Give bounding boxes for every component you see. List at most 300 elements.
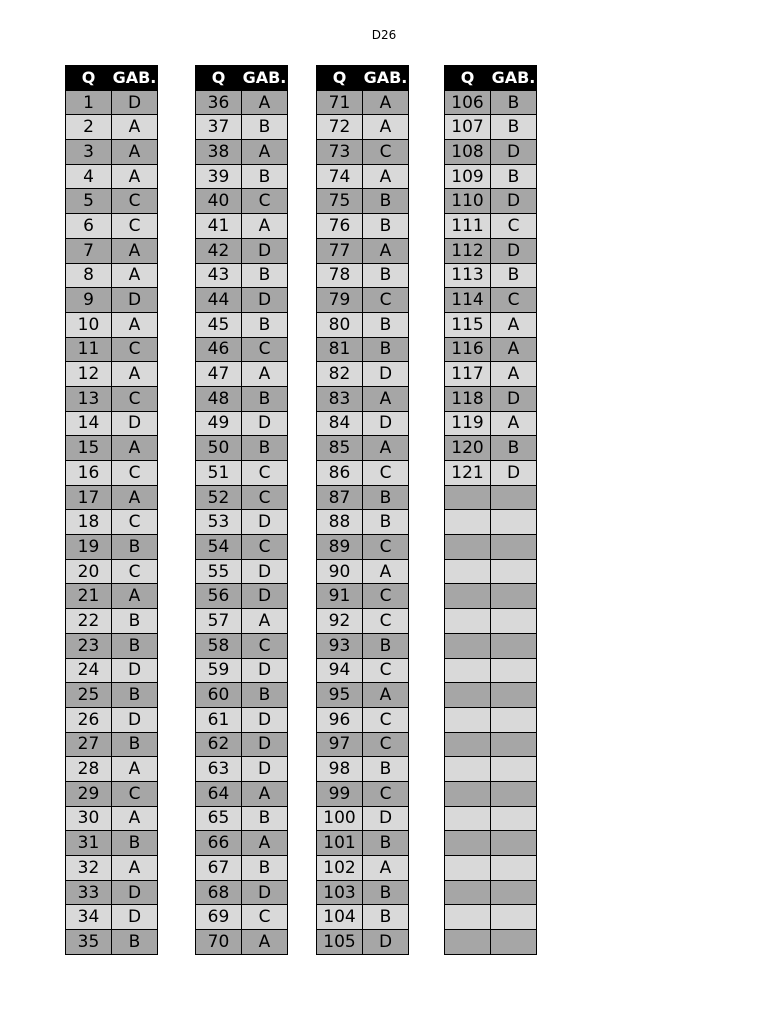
answer-cell: A [112, 312, 158, 337]
answer-cell: A [363, 90, 409, 115]
question-number-cell: 77 [317, 238, 363, 263]
empty-table-row [445, 856, 537, 881]
table-row [317, 609, 409, 634]
question-number-cell [445, 757, 491, 782]
answer-cell: C [363, 609, 409, 634]
question-number-cell: 69 [196, 905, 242, 930]
answer-cell: C [112, 189, 158, 214]
table-row [196, 263, 288, 288]
question-number-cell: 56 [196, 584, 242, 609]
answer-cell: A [112, 263, 158, 288]
answer-cell: D [112, 880, 158, 905]
table-row [317, 436, 409, 461]
table-row [445, 238, 537, 263]
question-number-cell [445, 856, 491, 881]
table-row [317, 831, 409, 856]
question-number-cell: 70 [196, 930, 242, 955]
answer-cell: A [491, 312, 537, 337]
question-number-cell: 61 [196, 707, 242, 732]
table-row [196, 683, 288, 708]
question-number-cell: 71 [317, 90, 363, 115]
table-row [317, 905, 409, 930]
answer-cell: C [363, 658, 409, 683]
answer-cell: C [242, 485, 288, 510]
table-row [317, 535, 409, 560]
answer-key-body [445, 90, 537, 954]
table-row [66, 263, 158, 288]
answer-cell [491, 658, 537, 683]
table-row [196, 880, 288, 905]
answer-cell: D [242, 707, 288, 732]
question-number-cell: 12 [66, 362, 112, 387]
question-number-cell: 24 [66, 658, 112, 683]
question-number-cell: 85 [317, 436, 363, 461]
question-number-cell: 22 [66, 609, 112, 634]
question-number-cell: 79 [317, 288, 363, 313]
question-number-cell: 40 [196, 189, 242, 214]
answer-cell: C [112, 386, 158, 411]
table-row [317, 781, 409, 806]
table-row [66, 485, 158, 510]
answer-cell: A [491, 362, 537, 387]
answer-cell: B [363, 312, 409, 337]
question-number-cell: 9 [66, 288, 112, 313]
empty-table-row [445, 732, 537, 757]
answer-cell: A [242, 831, 288, 856]
table-row [196, 781, 288, 806]
table-row [66, 609, 158, 634]
table-row [445, 115, 537, 140]
question-number-cell: 47 [196, 362, 242, 387]
question-number-cell [445, 535, 491, 560]
question-number-cell: 92 [317, 609, 363, 634]
table-row [445, 362, 537, 387]
answer-cell: C [112, 461, 158, 486]
table-row [66, 386, 158, 411]
answer-column-header: GAB. [112, 66, 158, 91]
question-number-cell: 110 [445, 189, 491, 214]
table-row [196, 436, 288, 461]
answer-cell: C [112, 781, 158, 806]
answer-cell: B [112, 535, 158, 560]
table-row [317, 164, 409, 189]
answer-cell: C [112, 337, 158, 362]
question-number-cell: 103 [317, 880, 363, 905]
question-number-cell: 98 [317, 757, 363, 782]
answer-cell: C [112, 510, 158, 535]
table-row [445, 312, 537, 337]
answer-cell: A [112, 436, 158, 461]
answer-cell [491, 510, 537, 535]
question-number-cell: 36 [196, 90, 242, 115]
question-number-cell: 80 [317, 312, 363, 337]
empty-table-row [445, 757, 537, 782]
table-row [317, 658, 409, 683]
table-row [317, 806, 409, 831]
table-row [66, 461, 158, 486]
table-header-row [196, 66, 288, 91]
answer-column-header: GAB. [363, 66, 409, 91]
question-number-cell: 50 [196, 436, 242, 461]
question-column-header: Q [317, 66, 363, 91]
question-column-header: Q [196, 66, 242, 91]
table-row [196, 707, 288, 732]
question-number-cell: 39 [196, 164, 242, 189]
question-number-cell: 73 [317, 140, 363, 165]
table-row [66, 757, 158, 782]
question-number-cell: 65 [196, 806, 242, 831]
answer-cell: D [112, 90, 158, 115]
answer-cell: C [363, 140, 409, 165]
question-number-cell: 114 [445, 288, 491, 313]
question-number-cell: 89 [317, 535, 363, 560]
question-number-cell: 52 [196, 485, 242, 510]
answer-cell: B [363, 905, 409, 930]
question-number-cell [445, 559, 491, 584]
answer-cell: B [491, 263, 537, 288]
table-row [66, 831, 158, 856]
table-header-row [66, 66, 158, 91]
table-row [196, 930, 288, 955]
answer-cell: A [112, 140, 158, 165]
question-number-cell: 29 [66, 781, 112, 806]
question-number-cell: 59 [196, 658, 242, 683]
question-number-cell: 82 [317, 362, 363, 387]
table-row [196, 905, 288, 930]
answer-cell: C [363, 732, 409, 757]
question-number-cell: 48 [196, 386, 242, 411]
table-row [196, 584, 288, 609]
table-row [317, 485, 409, 510]
answer-cell: A [112, 757, 158, 782]
table-row [196, 115, 288, 140]
question-number-cell: 3 [66, 140, 112, 165]
answer-cell: C [363, 584, 409, 609]
question-number-cell: 96 [317, 707, 363, 732]
answer-cell [491, 905, 537, 930]
answer-cell: C [242, 189, 288, 214]
answer-cell: D [112, 411, 158, 436]
answer-cell: A [112, 164, 158, 189]
question-number-cell: 44 [196, 288, 242, 313]
question-number-cell: 14 [66, 411, 112, 436]
answer-key-table-2 [195, 65, 288, 955]
answer-cell: C [363, 461, 409, 486]
answer-cell: B [112, 732, 158, 757]
question-number-cell: 35 [66, 930, 112, 955]
answer-cell: D [242, 411, 288, 436]
table-row [317, 411, 409, 436]
answer-key-body [196, 90, 288, 954]
question-number-cell: 88 [317, 510, 363, 535]
answer-cell: D [363, 362, 409, 387]
question-number-cell: 26 [66, 707, 112, 732]
table-row [196, 732, 288, 757]
table-row [317, 214, 409, 239]
question-number-cell: 57 [196, 609, 242, 634]
question-number-cell: 17 [66, 485, 112, 510]
answer-cell: D [112, 288, 158, 313]
answer-cell: C [112, 214, 158, 239]
table-row [317, 707, 409, 732]
question-number-cell: 32 [66, 856, 112, 881]
answer-cell: B [112, 831, 158, 856]
question-number-cell: 2 [66, 115, 112, 140]
answer-cell: B [242, 436, 288, 461]
answer-cell: B [242, 683, 288, 708]
answer-cell: D [363, 930, 409, 955]
answer-cell: B [363, 880, 409, 905]
question-number-cell: 45 [196, 312, 242, 337]
answer-cell: B [491, 115, 537, 140]
question-number-cell: 95 [317, 683, 363, 708]
table-row [196, 140, 288, 165]
table-row [66, 732, 158, 757]
question-number-cell: 30 [66, 806, 112, 831]
empty-table-row [445, 633, 537, 658]
empty-table-row [445, 905, 537, 930]
table-row [196, 806, 288, 831]
table-row [445, 436, 537, 461]
table-row [196, 362, 288, 387]
answer-cell: A [242, 214, 288, 239]
question-number-cell: 87 [317, 485, 363, 510]
question-number-cell [445, 806, 491, 831]
question-number-cell: 1 [66, 90, 112, 115]
question-number-cell: 99 [317, 781, 363, 806]
answer-cell: B [363, 337, 409, 362]
empty-table-row [445, 880, 537, 905]
table-row [66, 905, 158, 930]
table-row [317, 584, 409, 609]
question-number-cell [445, 584, 491, 609]
table-row [196, 658, 288, 683]
table-row [196, 164, 288, 189]
answer-cell: A [491, 411, 537, 436]
table-row [445, 189, 537, 214]
table-row [317, 633, 409, 658]
answer-key-table-4 [444, 65, 537, 955]
question-number-cell [445, 930, 491, 955]
question-number-cell: 91 [317, 584, 363, 609]
question-number-cell: 6 [66, 214, 112, 239]
table-row [317, 732, 409, 757]
question-number-cell: 109 [445, 164, 491, 189]
table-row [66, 930, 158, 955]
empty-table-row [445, 831, 537, 856]
question-number-cell: 43 [196, 263, 242, 288]
answer-cell: A [112, 856, 158, 881]
answer-cell: B [112, 930, 158, 955]
answer-key-body [317, 90, 409, 954]
question-number-cell: 111 [445, 214, 491, 239]
answer-cell [491, 930, 537, 955]
table-row [445, 386, 537, 411]
table-row [317, 559, 409, 584]
table-row [196, 831, 288, 856]
answer-cell: D [112, 658, 158, 683]
table-row [196, 411, 288, 436]
answer-cell: B [363, 831, 409, 856]
question-number-cell [445, 707, 491, 732]
answer-key-table-3 [316, 65, 409, 955]
table-row [196, 214, 288, 239]
question-number-cell: 51 [196, 461, 242, 486]
answer-cell: B [491, 90, 537, 115]
question-number-cell: 37 [196, 115, 242, 140]
question-number-cell: 117 [445, 362, 491, 387]
empty-table-row [445, 658, 537, 683]
answer-cell: A [112, 584, 158, 609]
table-row [66, 115, 158, 140]
answer-cell: B [112, 633, 158, 658]
answer-cell: A [363, 164, 409, 189]
question-number-cell: 53 [196, 510, 242, 535]
answer-cell: D [112, 707, 158, 732]
answer-cell: A [363, 115, 409, 140]
question-number-cell: 58 [196, 633, 242, 658]
answer-cell: B [242, 856, 288, 881]
question-number-cell: 75 [317, 189, 363, 214]
table-row [66, 535, 158, 560]
table-row [445, 411, 537, 436]
table-row [317, 757, 409, 782]
empty-table-row [445, 485, 537, 510]
answer-cell: D [242, 584, 288, 609]
table-row [317, 683, 409, 708]
table-row [317, 510, 409, 535]
question-number-cell: 28 [66, 757, 112, 782]
answer-cell: A [363, 856, 409, 881]
question-number-cell: 105 [317, 930, 363, 955]
question-number-cell: 5 [66, 189, 112, 214]
table-row [66, 189, 158, 214]
answer-cell [491, 856, 537, 881]
question-number-cell: 94 [317, 658, 363, 683]
answer-cell: C [242, 337, 288, 362]
answer-key-table-1 [65, 65, 158, 955]
question-number-cell: 115 [445, 312, 491, 337]
empty-table-row [445, 781, 537, 806]
table-row [317, 189, 409, 214]
empty-table-row [445, 683, 537, 708]
answer-cell: D [242, 288, 288, 313]
answer-cell: D [112, 905, 158, 930]
table-header-row [445, 66, 537, 91]
table-row [196, 312, 288, 337]
question-number-cell: 68 [196, 880, 242, 905]
answer-cell: D [242, 510, 288, 535]
table-row [66, 90, 158, 115]
table-row [196, 189, 288, 214]
question-number-cell: 41 [196, 214, 242, 239]
question-number-cell: 112 [445, 238, 491, 263]
table-row [317, 90, 409, 115]
table-row [317, 461, 409, 486]
question-number-cell: 4 [66, 164, 112, 189]
question-number-cell: 42 [196, 238, 242, 263]
table-row [317, 337, 409, 362]
answer-cell [491, 781, 537, 806]
answer-cell: D [491, 386, 537, 411]
answer-cell: A [112, 238, 158, 263]
table-row [317, 263, 409, 288]
question-number-cell: 13 [66, 386, 112, 411]
answer-cell: C [491, 214, 537, 239]
question-number-cell: 34 [66, 905, 112, 930]
question-number-cell: 16 [66, 461, 112, 486]
question-number-cell: 7 [66, 238, 112, 263]
table-row [445, 164, 537, 189]
table-row [66, 411, 158, 436]
empty-table-row [445, 930, 537, 955]
table-row [445, 263, 537, 288]
table-row [317, 312, 409, 337]
answer-cell: A [112, 362, 158, 387]
answer-cell: D [242, 880, 288, 905]
question-number-cell [445, 485, 491, 510]
question-number-cell: 21 [66, 584, 112, 609]
table-row [196, 510, 288, 535]
question-number-cell: 83 [317, 386, 363, 411]
question-number-cell [445, 831, 491, 856]
question-number-cell: 102 [317, 856, 363, 881]
table-row [196, 238, 288, 263]
answer-cell: D [242, 757, 288, 782]
table-row [66, 337, 158, 362]
answer-cell [491, 806, 537, 831]
question-number-cell: 72 [317, 115, 363, 140]
question-number-cell: 93 [317, 633, 363, 658]
question-number-cell: 23 [66, 633, 112, 658]
answer-cell [491, 732, 537, 757]
table-row [196, 535, 288, 560]
answer-cell: A [363, 683, 409, 708]
question-number-cell: 8 [66, 263, 112, 288]
answer-cell: D [242, 658, 288, 683]
answer-cell: B [363, 633, 409, 658]
answer-cell: B [112, 683, 158, 708]
answer-cell: C [363, 535, 409, 560]
table-row [196, 559, 288, 584]
table-row [66, 584, 158, 609]
question-number-cell: 90 [317, 559, 363, 584]
table-row [445, 214, 537, 239]
table-row [196, 90, 288, 115]
answer-cell: D [491, 238, 537, 263]
table-row [196, 633, 288, 658]
question-number-cell: 60 [196, 683, 242, 708]
question-number-cell [445, 609, 491, 634]
question-number-cell: 113 [445, 263, 491, 288]
empty-table-row [445, 535, 537, 560]
table-row [196, 337, 288, 362]
table-row [196, 288, 288, 313]
question-number-cell [445, 880, 491, 905]
answer-cell: D [242, 238, 288, 263]
table-row [66, 856, 158, 881]
question-number-cell: 108 [445, 140, 491, 165]
question-number-cell: 46 [196, 337, 242, 362]
table-row [66, 214, 158, 239]
question-column-header: Q [66, 66, 112, 91]
question-number-cell [445, 781, 491, 806]
table-row [317, 115, 409, 140]
table-row [445, 461, 537, 486]
question-number-cell [445, 732, 491, 757]
table-row [445, 288, 537, 313]
answer-cell: A [363, 238, 409, 263]
